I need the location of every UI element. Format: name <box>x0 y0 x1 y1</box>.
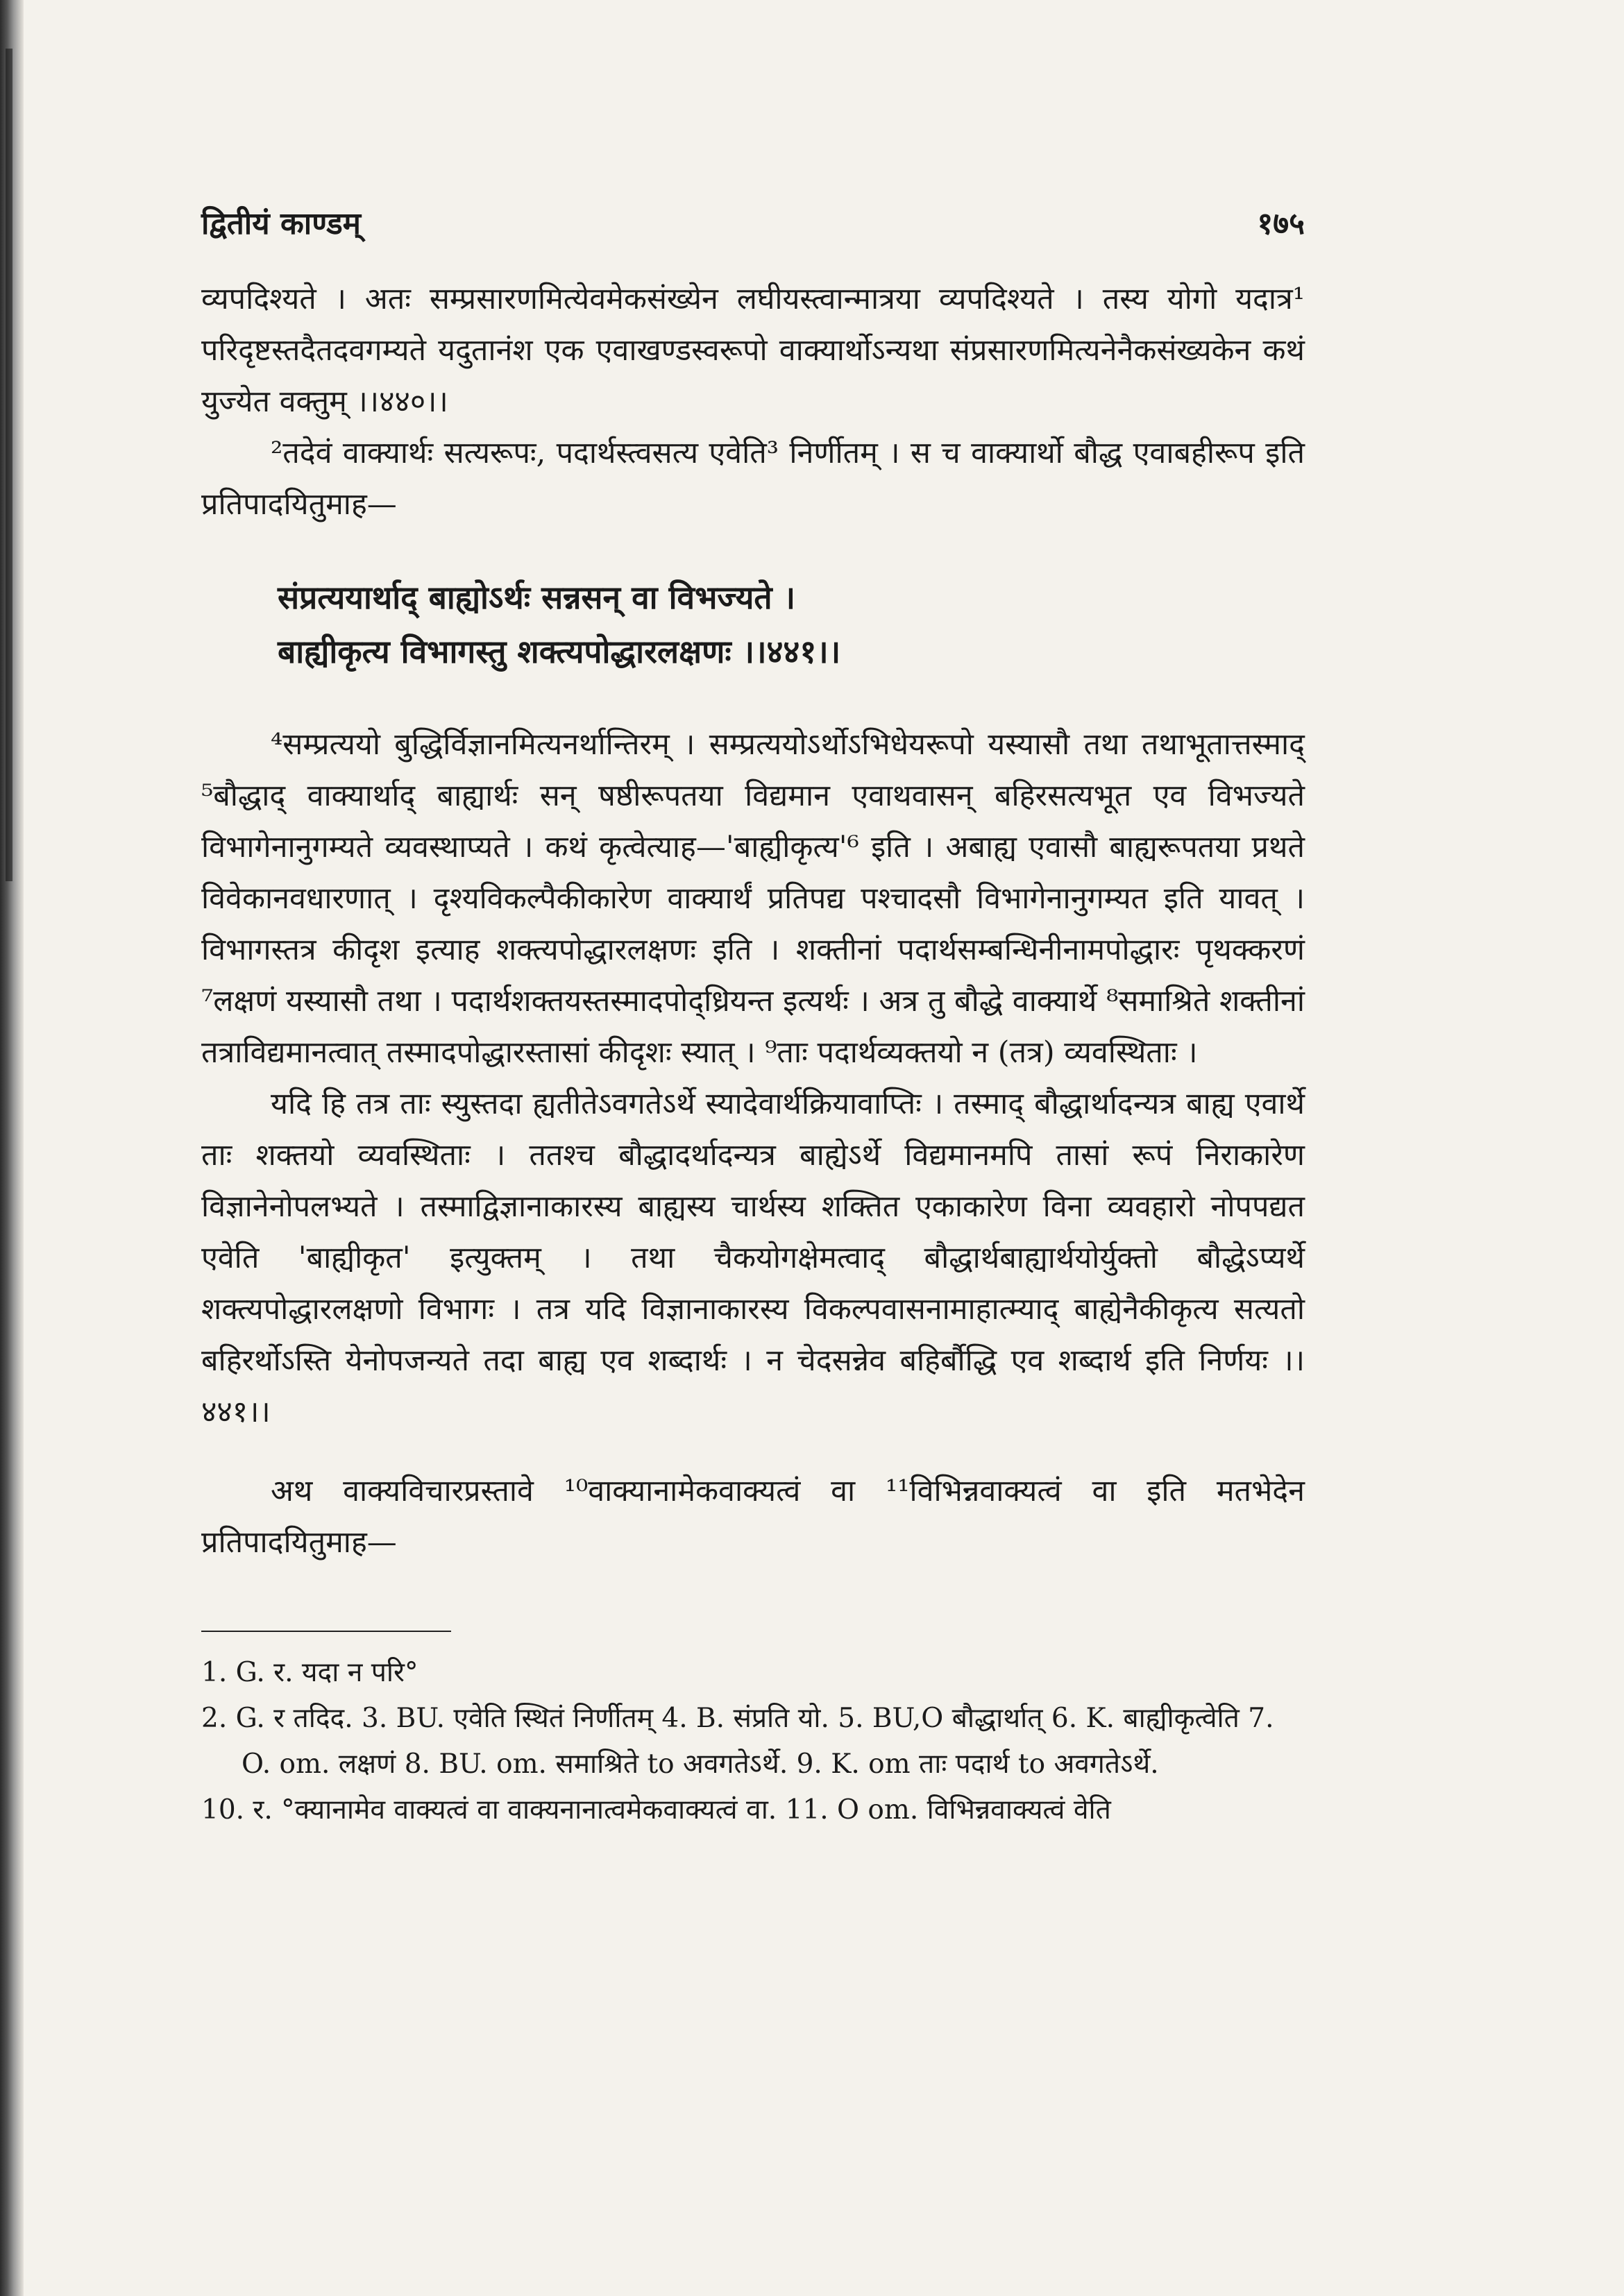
footnote-divider <box>201 1631 451 1632</box>
commentary-paragraph: ⁴सम्प्रत्ययो बुद्धिर्विज्ञानमित्यनर्थान्तिरम् । सम्प्रत्ययोऽर्थोऽभिधेयरूपो यस्यासौ तथा तथाभूतात्तस्माद् ⁵बौद्धाद् वाक्यार्थाद् बाह्यार्थः सन् षष्ठीरूपतया विद्यमान एवाथवासन् बहिरसत्यभूत एव विभज्यते विभागेनानुगम्यते व्यवस्थाप्यते । कथं कृत्वेत्याह—'बाह्यीकृत्य'⁶ इति । अबाह्य एवासौ बाह्यरूपतया प्रथते विवेकानवधारणात् । दृश्यविकल्पैकीकारेण वाक्यार्थं प्रतिपद्य पश्चादसौ विभागेनानुगम्यत इति यावत् । विभागस्तत्र कीदृश इत्याह शक्त्यपोद्धारलक्षणः इति । शक्तीनां पदार्थसम्बन्धिनीनामपोद्धारः पृथक्करणं ⁷लक्षणं यस्यासौ तथा । पदार्थशक्तयस्तस्मादपोद्ध्रियन्त इत्यर्थः । अत्र तु बौद्धे वाक्यार्थे ⁸समाश्रिते शक्तीनां तत्राविद्यमानत्वात् तस्मादपोद्धारस्तासां कीदृशः स्यात् । ⁹ताः पदार्थव्यक्तयो न (तत्र) व्यवस्थिताः । <box>201 727 1305 1070</box>
commentary-paragraph: अथ वाक्यविचारप्रस्तावे ¹⁰वाक्यानामेकवाक्यत्वं वा ¹¹विभिन्नवाक्यत्वं वा इति मतभेदेन प्रतिपादयितुमाह— <box>201 1474 1305 1560</box>
karika-verse <box>278 570 1305 679</box>
paragraph: ²तदेवं वाक्यार्थः सत्यरूपः, पदार्थस्त्वसत्य एवेति³ निर्णीतम् । स च वाक्यार्थो बौद्ध एवाबहीरूप इति प्रतिपादयितुमाह— <box>201 436 1305 522</box>
verse-line: बाह्यीकृत्य विभागस्तु शक्त्यपोद्धारलक्षणः ।।४४१।। <box>278 633 841 670</box>
page-content <box>201 201 1305 1833</box>
verse-line: संप्रत्ययार्थाद् बाह्योऽर्थः सन्नसन् वा विभज्यते । <box>278 579 796 616</box>
commentary-paragraph: यदि हि तत्र ताः स्युस्तदा ह्यतीतेऽवगतेऽर्थे स्यादेवार्थक्रियावाप्तिः । तस्माद् बौद्धार्थादन्यत्र बाह्य एवार्थे ताः शक्तयो व्यवस्थिताः । ततश्च बौद्धादर्थादन्यत्र बाह्येऽर्थे विद्यमानमपि तासां रूपं निराकारेण विज्ञानेनोपलभ्यते । तस्माद्विज्ञानाकारस्य बाह्यस्य चार्थस्य शक्तित एकाकारेण विना व्यवहारो नोपपद्यत एवेति 'बाह्यीकृत' इत्युक्तम् । तथा चैकयोगक्षेमत्वाद् बौद्धार्थबाह्यार्थयोर्युक्तो बौद्धेऽप्यर्थे शक्त्यपोद्धारलक्षणो विभागः । तत्र यदि विज्ञानाकारस्य विकल्पवासनामाहात्म्याद् बाह्येनैकीकृत्य सत्यतो बहिरर्थोऽस्ति येनोपजन्यते तदा बाह्य एव शब्दार्थः । न चेदसन्नेव बहिर्बौद्धि एव शब्दार्थ इति निर्णयः ।।४४१।। <box>201 1087 1305 1429</box>
binding-shadow <box>6 49 12 881</box>
page-number: १७५ <box>1257 206 1305 241</box>
header-title: द्वितीयं काण्डम् <box>201 206 361 241</box>
paragraph: व्यपदिश्यते । अतः सम्प्रसारणमित्येवमेकसंख्येन लघीयस्त्वान्मात्रया व्यपदिश्यते । तस्य योगो यदात्र¹ परिदृष्टस्तदैतदवगम्यते यदुतानंश एक एवाखण्डस्वरूपो वाक्यार्थोऽन्यथा संप्रसारणमित्यनेनैकसंख्यकेन कथं युज्येत वक्तुम् ।।४४०।। <box>201 282 1305 419</box>
running-header <box>201 201 1305 243</box>
footnote: 1. G. र. यदा न परि° <box>201 1657 418 1688</box>
footnote: 2. G. र तदिद. 3. BU. एवेति स्थितं निर्णीतम् 4. B. संप्रति यो. 5. BU,O बौद्धार्थात् 6. K. बाह्यीकृत्वेति 7. O. om. लक्षणं 8. BU. om. समाश्रिते to अवगतेऽर्थे. 9. K. om ताः पदार्थ to अवगतेऽर्थे. <box>201 1703 1274 1780</box>
footnote: 10. र. °क्यानामेव वाक्यत्वं वा वाक्यनानात्वमेकवाक्यत्वं वा. 11. O om. विभिन्नवाक्यत्वं वेति <box>201 1794 1111 1826</box>
